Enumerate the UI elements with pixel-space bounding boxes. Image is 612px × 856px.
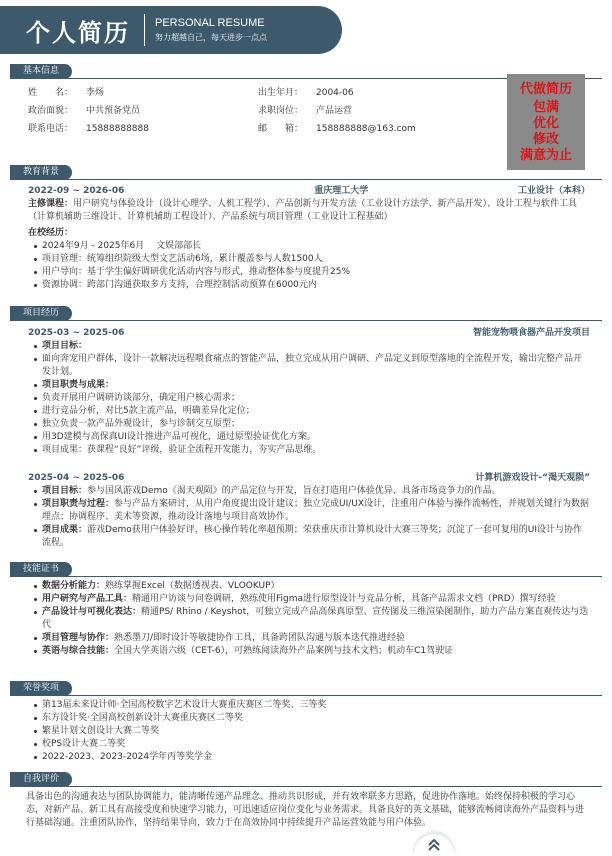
item-lead: 英语与综合技能： [42,646,115,656]
section-title-projects: 项目经历 [10,306,72,321]
project-2-title: 计算机游戏设计-“渴天观陨” [475,473,590,483]
section-title-honors: 荣誉奖项 [10,681,72,696]
item-text: 精通用户访谈与问卷调研，熟练使用Figma进行原型设计与竞品分析，具备产品需求文档（PRD）撰写经验 [132,594,556,604]
item-text: 熟悉墨刀/即时设计等敏捷协作工具，具备跨团队沟通与版本迭代推进经验 [114,633,406,643]
list-item: 校PS设计大赛二等奖 [32,738,590,751]
item-lead: 项目职责与过程： [42,499,115,509]
list-item: 负责开展用户调研访谈部分，确定用户核心需求； [32,392,590,405]
section-title-education: 教育背景 [10,165,72,180]
list-item: 2022-2023、2023-2024学年丙等奖学金 [32,751,590,764]
education-major: 工业设计（本科） [517,186,590,196]
project-2-period: 2025-04 ~ 2025-06 [28,473,125,483]
list-item [32,632,590,645]
list-item: 项目目标： [32,340,590,353]
list-item: 进行竞品分析，对比5款主流产品，明确差异化定位； [32,405,590,418]
education-school: 重庆理工大学 [314,186,369,196]
birth-value: 2004-06 [316,87,354,98]
campus-list [32,240,590,292]
birth-label: 出生年月： [258,87,304,98]
courses-text [28,198,590,224]
resume-title: 个人简历 [26,18,130,47]
item-text: 熟练掌握Excel（数据透视表、VLOOKUP） [105,581,280,591]
project-2-list [32,485,590,550]
section-title-self: 自我评价 [10,772,72,787]
item-text: 全国大学英语六级（CET-6），可熟练阅读海外产品案例与技术文档；机动车C1驾驶证 [114,646,454,656]
item-lead: 项目管理与协作： [42,633,115,643]
list-item [32,593,590,606]
item-lead: 项目目标： [42,486,88,496]
header-divider [144,14,145,46]
section-education [0,165,612,180]
list-item: 用户导向：基于学生偏好调研优化活动内容与形式，推动整体参与度提升25% [32,266,590,279]
education-block [28,184,590,292]
item-lead: 用户研究与产品工具： [42,594,133,604]
item-text: 参与产品方案研讨，从用户角度提出设计建议；独立完成UI/UX设计，注重用户体验与操作流畅性，并规划关键行为数据埋点；协调程序、美术等资源，推动设计落地与项目高效协作。 [42,499,590,522]
basic-info-block [28,84,590,138]
honors-block [28,699,590,764]
photo-text-2: 包满 [532,100,559,115]
item-text: 游戏Demo获用户体验好评，核心操作转化率超预期；荣获重庆市计算机设计大赛三等奖；沉淀了一套可复用的UI设计与协作流程。 [42,525,583,548]
courses-label: 主修课程： [28,199,74,209]
section-title-basic: 基本信息 [10,64,72,79]
honors-list [32,699,590,764]
skills-list [32,580,590,658]
list-item: 项目成果：获课程“良好”评级，验证全流程开发能力，夯实产品思维。 [32,444,590,457]
job-value: 产品运营 [316,105,353,116]
scroll-top-button[interactable] [414,834,454,856]
name-value: 李炀 [86,87,105,98]
photo-text-4: 修改 [532,132,559,147]
email-value[interactable]: 158888888@163.com [316,123,416,134]
list-item [32,580,590,593]
section-self-eval [0,772,612,787]
politics-label: 政治面貌： [28,105,74,116]
list-item [32,524,590,550]
double-chevron-up-icon [426,838,442,852]
item-lead: 项目成果： [42,525,88,535]
resume-header [0,6,342,54]
list-item: 资源协调：跨部门沟通获取多方支持，合理控制活动预算在6000元内 [32,279,590,292]
list-item: 项目管理：统筹组织院级大型文艺活动6场，累计覆盖参与人数1500人 [32,253,590,266]
list-item [32,498,590,524]
list-item: 独立负责一款产品外观设计，参与诊制交互原型； [32,418,590,431]
photo-text-5: 满意为止 [519,148,572,163]
item-lead: 产品设计与可视化表达： [42,607,142,617]
profile-photo [507,74,585,170]
phone-value: 15888888888 [86,123,149,134]
list-item: 第13届未来设计师·全国高校数字艺术设计大赛重庆赛区二等奖、三等奖 [32,699,590,712]
item-lead: 数据分析能力： [42,581,106,591]
item-text: 精通PS/ Rhino / Keyshot，可独立完成产品高保真原型、宣传图及三维渲染图制作，助力产品方案直观传达与迭代 [42,607,589,630]
name-label: 姓 名： [28,87,74,98]
phone-label: 联系电话： [28,123,74,134]
section-projects [0,306,612,321]
section-honors [0,681,612,696]
skills-block [28,580,590,658]
item-text: 参与国风游戏Demo《渴天观陨》的产品定位与开发，旨在打造用户体验优异、具备市场竞争力的作品。 [87,486,501,496]
list-item: 项目职责与成果： [32,379,590,392]
project-1-block [28,326,590,457]
campus-label: 在校经历： [28,228,74,238]
list-item [32,645,590,658]
project-2-block [28,471,590,550]
section-title-skills: 技能证书 [10,562,72,577]
courses-value: 用户研究与体验设计（设计心理学、人机工程学）、产品创新与开发方法（工业设计方法学、新产品开发）、设计工程与软件工具（计算机辅助三维设计、计算机辅助工程设计）、产品系统与项目管理（工业设计工程基础） [28,199,578,222]
list-item: 2024年9月 - 2025年6月 文娱部部长 [32,240,590,253]
politics-value: 中共预备党员 [86,105,141,116]
project-1-list [32,340,590,457]
list-item [32,485,590,498]
self-eval-text: 具备出色的沟通表达与团队协调能力，能清晰传递产品理念、推动共识形成，并有效率联多方思路，促进协作落地。始终保持积极的学习心态，对新产品、新工具有高接受度和快速学习能力，可迅速适应岗位变化与业务需求。具备良好的英文基础，能够流畅阅读海外产品资料与进行基础沟通。注重团队协作，坚持结果导向，致力于在高效协同中持续提升产品运营效能与用户体验。 [26,792,585,828]
job-label: 求职岗位： [258,105,304,116]
list-item: 用3D建模与高保真UI设计推进产品可视化，通过原型验证优化方案。 [32,431,590,444]
education-period: 2022-09 ~ 2026-06 [28,186,125,196]
header-subtitle-en: PERSONAL RESUME [155,17,265,29]
header-subtitle-cn: 努力超越自己，每天进步一点点 [155,33,267,42]
list-item [32,606,590,632]
list-item: 东方设计奖·全国高校创新设计大赛重庆赛区二等奖 [32,712,590,725]
list-item: 繁星计划文创设计大赛二等奖 [32,725,590,738]
email-label: 邮 箱： [258,123,304,134]
list-item: 面向奔宠用户群体，设计一款解决远程喂食痛点的智能产品，独立完成从用户调研、产品定义到原型落地的全流程开发，输出完整产品开发计划。 [32,353,590,379]
photo-text-3: 优化 [532,116,559,131]
photo-text-1: 代做简历 [519,82,572,97]
project-1-title: 智能宠物喂食器产品开发项目 [472,328,590,338]
project-1-period: 2025-03 ~ 2025-06 [28,328,125,338]
section-skills [0,562,612,577]
